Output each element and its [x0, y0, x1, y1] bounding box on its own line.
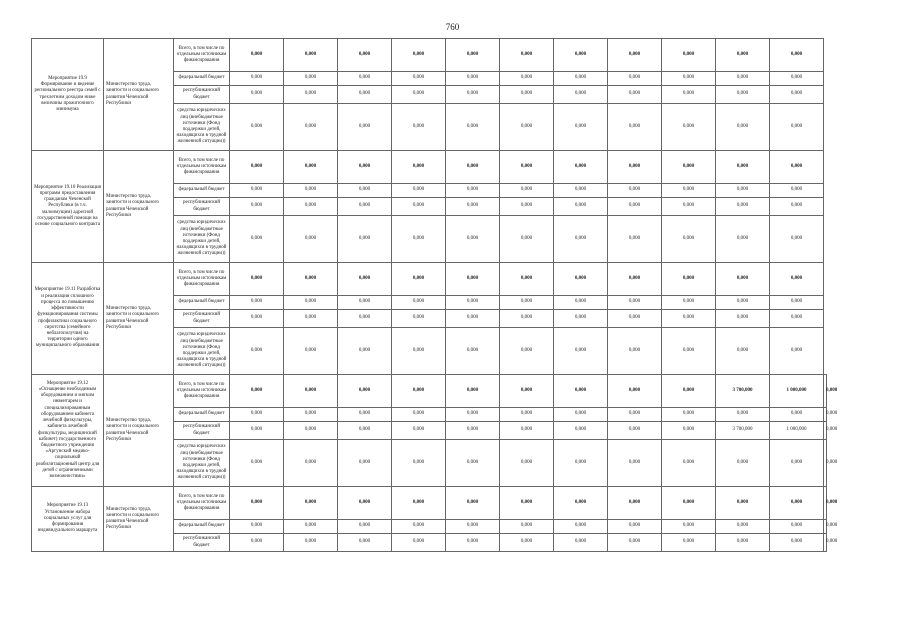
funding-value: 0,000: [662, 39, 716, 72]
funding-source: республиканский бюджет: [174, 86, 230, 104]
funding-value: 0,000: [500, 86, 554, 104]
funding-value: 0,000: [554, 198, 608, 216]
funding-value: 0,000: [392, 39, 446, 72]
funding-value: 0,000: [230, 104, 284, 151]
funding-source: республиканский бюджет: [174, 534, 230, 552]
table-row: [32, 39, 827, 72]
funding-value: 0,000: [284, 487, 338, 520]
funding-value: 0,000: [446, 104, 500, 151]
funding-value: 0,000: [392, 375, 446, 408]
measure-executor: Министерство труда, занятости и социального развития Чеченской Республики: [104, 487, 174, 552]
funding-value: 0,000: [284, 104, 338, 151]
funding-value: 0,000: [230, 328, 284, 375]
funding-value: 0,000: [824, 408, 827, 422]
funding-value: 0,000: [284, 39, 338, 72]
funding-value: 0,000: [338, 440, 392, 487]
funding-value: 0,000: [716, 72, 770, 86]
funding-value: 0,000: [392, 408, 446, 422]
funding-value: 0,000: [230, 422, 284, 440]
funding-value: 0,000: [608, 310, 662, 328]
funding-value: 0,000: [500, 422, 554, 440]
funding-value: 0,000: [716, 328, 770, 375]
funding-value: 0,000: [716, 184, 770, 198]
funding-value: 0,000: [500, 39, 554, 72]
funding-value: 0,000: [446, 487, 500, 520]
funding-value: 0,000: [770, 328, 824, 375]
funding-source: Всего, в том числе по отдельным источникам финансирования: [174, 151, 230, 184]
funding-value: 0,000: [284, 408, 338, 422]
funding-value: 0,000: [284, 72, 338, 86]
funding-value: 0,000: [608, 216, 662, 263]
funding-value: 0,000: [608, 104, 662, 151]
funding-value: 0,000: [230, 440, 284, 487]
funding-value: 0,000: [770, 104, 824, 151]
funding-value: 0,000: [824, 487, 827, 520]
measure-executor: Министерство труда, занятости и социального развития Чеченской Республики: [104, 39, 174, 151]
funding-value: 0,000: [662, 184, 716, 198]
funding-value: 0,000: [554, 86, 608, 104]
funding-value: 0,000: [500, 151, 554, 184]
funding-value: 0,000: [608, 440, 662, 487]
funding-value: 0,000: [608, 184, 662, 198]
funding-value: 0,000: [554, 216, 608, 263]
funding-value: 0,000: [392, 296, 446, 310]
funding-value: 0,000: [338, 86, 392, 104]
funding-value: 0,000: [392, 440, 446, 487]
funding-source: республиканский бюджет: [174, 422, 230, 440]
funding-value: 0,000: [284, 198, 338, 216]
funding-source: Всего, в том числе по отдельным источникам финансирования: [174, 375, 230, 408]
funding-value: 0,000: [608, 263, 662, 296]
funding-value: 0,000: [662, 328, 716, 375]
funding-value: 0,000: [392, 216, 446, 263]
funding-value: 0,000: [446, 310, 500, 328]
funding-value: 0,000: [230, 198, 284, 216]
funding-value: 0,000: [662, 487, 716, 520]
funding-value: 0,000: [608, 487, 662, 520]
funding-value: 0,000: [608, 151, 662, 184]
funding-value: 0,000: [284, 310, 338, 328]
funding-value: 0,000: [824, 520, 827, 534]
funding-value: 0,000: [392, 198, 446, 216]
page-number: 760: [445, 22, 460, 32]
funding-source: Всего, в том числе по отдельным источникам финансирования: [174, 263, 230, 296]
funding-source: федеральный бюджет: [174, 184, 230, 198]
funding-value: 0,000: [338, 328, 392, 375]
funding-value: 0,000: [608, 72, 662, 86]
funding-value: 0,000: [284, 86, 338, 104]
funding-source: федеральный бюджет: [174, 408, 230, 422]
funding-value: 0,000: [770, 151, 824, 184]
funding-value: 0,000: [662, 216, 716, 263]
funding-value: 0,000: [338, 534, 392, 552]
funding-value: 0,000: [824, 534, 827, 552]
funding-value: 0,000: [554, 104, 608, 151]
funding-value: 0,000: [500, 520, 554, 534]
funding-value: 0,000: [500, 375, 554, 408]
funding-value: 0,000: [824, 440, 827, 487]
funding-value: 0,000: [608, 408, 662, 422]
measure-name: Мероприятие 19.9 Формирование и ведение регионального реестра семей с трехлетним доходом ниже величины прожиточного минимума: [32, 39, 104, 151]
funding-value: 0,000: [338, 216, 392, 263]
funding-value: 0,000: [500, 408, 554, 422]
funding-value: 0,000: [392, 534, 446, 552]
funding-value: 0,000: [446, 86, 500, 104]
funding-value: 0,000: [500, 72, 554, 86]
funding-value: 0,000: [608, 520, 662, 534]
funding-value: 0,000: [446, 328, 500, 375]
funding-value: 0,000: [770, 296, 824, 310]
funding-value: 0,000: [500, 328, 554, 375]
funding-value: 1 000,000: [770, 422, 824, 440]
funding-value: 0,000: [446, 184, 500, 198]
funding-value: 0,000: [392, 151, 446, 184]
funding-value: 0,000: [338, 104, 392, 151]
funding-value: 0,000: [338, 408, 392, 422]
funding-value: 0,000: [716, 408, 770, 422]
funding-value: 0,000: [500, 263, 554, 296]
funding-value: 0,000: [716, 216, 770, 263]
funding-value: 0,000: [662, 151, 716, 184]
funding-value: 0,000: [500, 184, 554, 198]
measure-name: Мероприятие 19.10 Реализация программ предоставления гражданам Чеченской Республики (в т.ч. малоимущим) адресной государственной помощи на основе социального контракта: [32, 151, 104, 263]
funding-value: 0,000: [716, 39, 770, 72]
funding-value: 0,000: [554, 184, 608, 198]
funding-value: 0,000: [500, 296, 554, 310]
funding-value: 0,000: [446, 422, 500, 440]
funding-source: Всего, в том числе по отдельным источникам финансирования: [174, 487, 230, 520]
funding-value: 0,000: [662, 375, 716, 408]
funding-value: 0,000: [500, 487, 554, 520]
funding-value: 0,000: [662, 263, 716, 296]
financing-table: [31, 38, 838, 552]
funding-value: 0,000: [770, 198, 824, 216]
funding-value: 0,000: [716, 296, 770, 310]
measure-name: Мероприятие 19.12 «Оснащение необходимым оборудованием и мягким инвентарем и специализированным оборудованием кабинета лечебной физкультуры, кабинета лечебной физкультуры, медицинский кабинет) государственного бюджетного учреждения «Аргунский медико-социальный реабилитационный центр для детей с ограниченными возможностями»: [32, 375, 104, 487]
funding-value: 0,000: [230, 263, 284, 296]
funding-value: 0,000: [500, 216, 554, 263]
funding-value: 0,000: [662, 440, 716, 487]
funding-value: 0,000: [608, 422, 662, 440]
funding-value: 0,000: [608, 534, 662, 552]
funding-value: 0,000: [770, 520, 824, 534]
funding-value: 0,000: [446, 72, 500, 86]
funding-value: 0,000: [716, 263, 770, 296]
funding-value: 0,000: [716, 104, 770, 151]
funding-value: 0,000: [230, 296, 284, 310]
measure-name: Мероприятие 19.11 Разработка и реализация сплошного процесса по повышению эффективности функционирования системы профилактики социального сиротства (семейного неблагополучия) на территории одного муниципального образования: [32, 263, 104, 375]
funding-value: 0,000: [500, 534, 554, 552]
funding-source: средства юридических лиц (внебюджетные источники (Фонд поддержки детей, находящихся в трудной жизненной ситуации)): [174, 216, 230, 263]
funding-value: 0,000: [392, 422, 446, 440]
funding-value: 0,000: [770, 86, 824, 104]
funding-value: 0,000: [284, 375, 338, 408]
funding-value: 0,000: [392, 520, 446, 534]
funding-value: 0,000: [284, 151, 338, 184]
funding-value: 0,000: [554, 151, 608, 184]
funding-value: 0,000: [716, 151, 770, 184]
table-row: [32, 151, 827, 184]
funding-value: 0,000: [770, 487, 824, 520]
funding-value: 0,000: [770, 72, 824, 86]
funding-value: 0,000: [284, 422, 338, 440]
funding-value: 0,000: [554, 375, 608, 408]
funding-value: 0,000: [554, 408, 608, 422]
funding-value: 0,000: [770, 216, 824, 263]
funding-value: 0,000: [338, 375, 392, 408]
funding-value: 0,000: [554, 440, 608, 487]
funding-value: 0,000: [446, 375, 500, 408]
funding-value: 0,000: [662, 104, 716, 151]
funding-value: 0,000: [392, 86, 446, 104]
funding-value: 0,000: [230, 151, 284, 184]
funding-value: 0,000: [230, 86, 284, 104]
funding-value: 0,000: [662, 520, 716, 534]
funding-value: 0,000: [230, 72, 284, 86]
funding-value: 0,000: [500, 198, 554, 216]
funding-value: 0,000: [446, 216, 500, 263]
funding-value: 0,000: [716, 487, 770, 520]
funding-value: 0,000: [338, 184, 392, 198]
funding-value: 0,000: [554, 328, 608, 375]
funding-value: 0,000: [392, 487, 446, 520]
funding-value: 0,000: [392, 104, 446, 151]
funding-value: 0,000: [716, 86, 770, 104]
funding-value: 0,000: [230, 375, 284, 408]
funding-value: 0,000: [554, 422, 608, 440]
funding-value: 0,000: [662, 72, 716, 86]
funding-value: 0,000: [392, 310, 446, 328]
funding-value: 0,000: [770, 39, 824, 72]
funding-value: 0,000: [608, 375, 662, 408]
funding-value: 0,000: [338, 263, 392, 296]
funding-value: 0,000: [446, 296, 500, 310]
funding-value: 0,000: [716, 440, 770, 487]
funding-value: 0,000: [608, 328, 662, 375]
funding-value: 0,000: [230, 184, 284, 198]
funding-value: 0,000: [230, 520, 284, 534]
funding-value: 0,000: [392, 263, 446, 296]
measure-name: Мероприятие 19.13 Установление набора социальных услуг для формирования индивидуального маршрута: [32, 487, 104, 552]
funding-value: 0,000: [338, 487, 392, 520]
funding-value: 0,000: [284, 216, 338, 263]
funding-source: республиканский бюджет: [174, 198, 230, 216]
funding-value: 0,000: [608, 86, 662, 104]
funding-value: 0,000: [446, 198, 500, 216]
funding-value: 0,000: [662, 408, 716, 422]
funding-value: 0,000: [554, 534, 608, 552]
funding-source: республиканский бюджет: [174, 310, 230, 328]
funding-value: 0,000: [446, 408, 500, 422]
funding-value: 3 700,000: [716, 375, 770, 408]
funding-value: 0,000: [338, 520, 392, 534]
funding-value: 0,000: [446, 520, 500, 534]
funding-value: 0,000: [554, 39, 608, 72]
funding-value: 0,000: [446, 39, 500, 72]
funding-value: 0,000: [770, 534, 824, 552]
funding-value: 0,000: [446, 263, 500, 296]
funding-value: 0,000: [770, 440, 824, 487]
funding-value: 0,000: [230, 39, 284, 72]
funding-value: 0,000: [662, 534, 716, 552]
funding-value: 0,000: [770, 408, 824, 422]
measure-executor: Министерство труда, занятости и социального развития Чеченской Республики: [104, 151, 174, 263]
funding-value: 0,000: [770, 184, 824, 198]
funding-value: 0,000: [392, 184, 446, 198]
funding-value: 0,000: [446, 440, 500, 487]
table-body: [32, 39, 838, 552]
funding-value: 0,000: [662, 198, 716, 216]
measure-executor: Министерство труда, занятости и социального развития Чеченской Республики: [104, 263, 174, 375]
funding-value: 0,000: [230, 408, 284, 422]
funding-value: 0,000: [554, 520, 608, 534]
funding-value: 0,000: [608, 296, 662, 310]
funding-source: федеральный бюджет: [174, 72, 230, 86]
funding-value: 0,000: [230, 487, 284, 520]
funding-source: федеральный бюджет: [174, 296, 230, 310]
funding-value: 0,000: [716, 310, 770, 328]
funding-value: 0,000: [230, 310, 284, 328]
funding-source: федеральный бюджет: [174, 520, 230, 534]
funding-value: 0,000: [824, 375, 827, 408]
funding-source: средства юридических лиц (внебюджетные источники (Фонд поддержки детей, находящихся в трудной жизненной ситуации)): [174, 328, 230, 375]
funding-value: 0,000: [770, 310, 824, 328]
funding-value: 0,000: [284, 263, 338, 296]
funding-value: 3 700,000: [716, 422, 770, 440]
funding-value: 0,000: [662, 422, 716, 440]
funding-value: 0,000: [338, 296, 392, 310]
funding-value: 0,000: [716, 520, 770, 534]
funding-value: 0,000: [662, 86, 716, 104]
table-row: [32, 487, 827, 520]
funding-value: 0,000: [554, 487, 608, 520]
funding-source: средства юридических лиц (внебюджетные источники (Фонд поддержки детей, находящихся в трудной жизненной ситуации)): [174, 104, 230, 151]
funding-value: 0,000: [608, 198, 662, 216]
table-row: [32, 263, 827, 296]
funding-value: 0,000: [230, 216, 284, 263]
table-row: [32, 375, 827, 408]
funding-value: 0,000: [284, 534, 338, 552]
funding-value: 0,000: [770, 263, 824, 296]
funding-value: 0,000: [338, 198, 392, 216]
funding-value: 0,000: [554, 263, 608, 296]
funding-value: 0,000: [554, 296, 608, 310]
funding-value: 0,000: [338, 72, 392, 86]
funding-value: 0,000: [392, 72, 446, 86]
funding-value: 0,000: [230, 534, 284, 552]
funding-value: 0,000: [284, 184, 338, 198]
funding-value: 0,000: [554, 72, 608, 86]
funding-value: 0,000: [284, 520, 338, 534]
funding-value: 0,000: [662, 296, 716, 310]
funding-value: 0,000: [284, 328, 338, 375]
funding-value: 1 000,000: [770, 375, 824, 408]
funding-value: 0,000: [716, 534, 770, 552]
funding-value: 0,000: [554, 310, 608, 328]
funding-value: 0,000: [662, 310, 716, 328]
funding-value: 0,000: [446, 534, 500, 552]
funding-value: 0,000: [716, 198, 770, 216]
funding-value: 0,000: [338, 151, 392, 184]
funding-source: Всего, в том числе по отдельным источникам финансирования: [174, 39, 230, 72]
funding-value: 0,000: [824, 422, 827, 440]
funding-source: средства юридических лиц (внебюджетные источники (Фонд поддержки детей, находящихся в трудной жизненной ситуации)): [174, 440, 230, 487]
funding-value: 0,000: [500, 440, 554, 487]
funding-value: 0,000: [392, 328, 446, 375]
funding-value: 0,000: [338, 422, 392, 440]
funding-value: 0,000: [500, 310, 554, 328]
funding-value: 0,000: [338, 310, 392, 328]
funding-value: 0,000: [284, 440, 338, 487]
measure-executor: Министерство труда, занятости и социального развития Чеченской Республики: [104, 375, 174, 487]
funding-value: 0,000: [500, 104, 554, 151]
funding-value: 0,000: [608, 39, 662, 72]
funding-value: 0,000: [446, 151, 500, 184]
funding-value: 0,000: [338, 39, 392, 72]
funding-value: 0,000: [284, 296, 338, 310]
